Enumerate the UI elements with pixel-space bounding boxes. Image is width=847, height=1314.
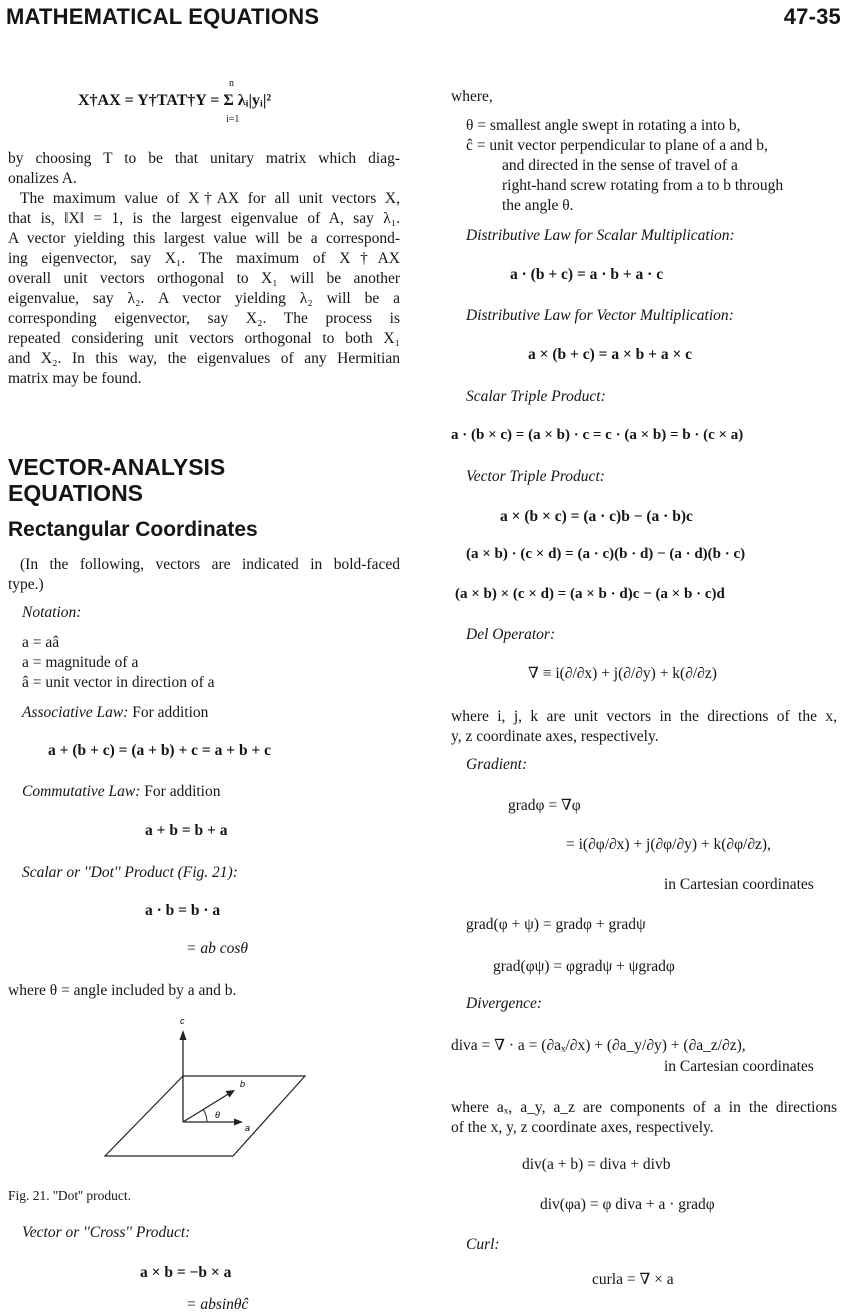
label-a: a: [245, 1123, 251, 1133]
distributive-vector-label: Distributive Law for Vector Multiplication:: [466, 307, 734, 324]
paragraph-line: by choosing T to be that unitary matrix which diag-: [8, 150, 400, 167]
vector-triple-equation: a × (b × c) = (a · c)b − (a · b)c: [500, 508, 693, 525]
notation-line: â = unit vector in direction of a: [22, 674, 215, 691]
associative-law-suffix: For addition: [132, 704, 209, 721]
distributive-vector-equation: a × (b + c) = a × b + a × c: [528, 346, 693, 363]
paragraph-line: overall unit vectors orthogonal to X₁ will be another: [8, 270, 400, 287]
curl-equation: curla = ∇ × a: [592, 1271, 674, 1288]
commutative-law-suffix: For addition: [144, 783, 221, 800]
gradient-equation: gradφ = ∇φ: [508, 797, 581, 814]
definition-theta: θ = smallest angle swept in rotating a into b,: [466, 117, 741, 134]
section-title: VECTOR-ANALYSIS: [8, 454, 226, 480]
gradient-cartesian-note: in Cartesian coordinates: [664, 876, 814, 893]
notation-line: a = aâ: [22, 634, 60, 651]
associative-law-label: Associative Law:: [22, 704, 129, 721]
plane-parallelogram: [105, 1076, 305, 1156]
notation-label: Notation:: [22, 604, 82, 621]
subsection-title: Rectangular Coordinates: [8, 518, 258, 541]
cross-product-label: Vector or ''Cross'' Product:: [22, 1224, 191, 1241]
divergence-equation: diva = ∇ · a = (∂aₓ/∂x) + (∂a_y/∂y) + (∂a_z/∂z),: [451, 1037, 746, 1054]
scalar-triple-label: Scalar Triple Product:: [466, 388, 606, 405]
definition-c-line: right-hand screw rotating from a to b through: [502, 177, 784, 194]
definition-c-line: and directed in the sense of travel of a: [502, 157, 738, 174]
angle-arc: [203, 1109, 207, 1122]
vector-a-arrowhead: [234, 1119, 243, 1126]
gradient-label: Gradient:: [466, 756, 528, 773]
dot-product-equation: a · b = b · a: [145, 902, 221, 919]
commutative-law-equation: a + b = b + a: [145, 822, 228, 839]
dot-product-figure: [95, 1010, 315, 1170]
intro-line: (In the following, vectors are indicated in bold-faced: [20, 556, 400, 573]
definition-c-line: the angle θ.: [502, 197, 574, 214]
paragraph-line: The maximum value of X†AX for all unit vectors X,: [20, 190, 400, 207]
cross-product-equation: a × b = −b × a: [140, 1264, 232, 1281]
vector-triple-equation-2: (a × b) · (c × d) = (a · c)(b · d) − (a · d)(b · c): [466, 546, 746, 562]
vector-b-arrowhead: [226, 1090, 236, 1098]
commutative-law-label: Commutative Law:: [22, 783, 141, 800]
running-header-title: MATHEMATICAL EQUATIONS: [6, 4, 320, 29]
definition-c: ĉ = unit vector perpendicular to plane of a and b,: [466, 137, 768, 154]
dot-product-where: where θ = angle included by a and b.: [8, 982, 237, 999]
paragraph-line: A vector yielding this largest value will be a correspond-: [8, 230, 400, 247]
paragraph-line: ing eigenvector, say X₁. The maximum of X†AX: [8, 250, 400, 267]
cross-product-equation-2: = absinθĉ: [186, 1296, 249, 1313]
paragraph-line: corresponding eigenvector, say X₂. The process is: [8, 310, 400, 327]
vector-triple-equation-3: (a × b) × (c × d) = (a × b · d)c − (a × b · c)d: [455, 586, 725, 602]
where-label: where,: [451, 88, 493, 105]
paragraph-line: eigenvalue, say λ₂. A vector yielding λ₂ will be a: [8, 290, 400, 307]
paragraph-line: onalizes A.: [8, 170, 77, 187]
distributive-scalar-label: Distributive Law for Scalar Multiplication:: [466, 227, 735, 244]
associative-law-line: [22, 704, 208, 722]
commutative-law-line: [22, 783, 221, 801]
associative-law-equation: a + (b + c) = (a + b) + c = a + b + c: [48, 742, 272, 759]
gradient-equation-2: = i(∂φ/∂x) + j(∂φ/∂y) + k(∂φ/∂z),: [566, 836, 771, 853]
paragraph-line: matrix may be found.: [8, 370, 142, 387]
gradient-equation-4: grad(φψ) = φgradψ + ψgradφ: [493, 958, 675, 975]
label-c: c: [180, 1016, 185, 1026]
section-title-line2: EQUATIONS: [8, 480, 144, 506]
del-text-line: y, z coordinate axes, respectively.: [451, 728, 659, 745]
divergence-equation-2: div(a + b) = diva + divb: [522, 1156, 671, 1173]
divergence-cartesian-note: in Cartesian coordinates: [664, 1058, 814, 1075]
vector-triple-label: Vector Triple Product:: [466, 468, 605, 485]
label-theta: θ: [215, 1110, 220, 1120]
dot-product-label: Scalar or ''Dot'' Product (Fig. 21):: [22, 864, 238, 881]
notation-line: a = magnitude of a: [22, 654, 139, 671]
sum-lower-limit: i=1: [226, 114, 240, 125]
intro-line: type.): [8, 576, 44, 593]
vector-c-arrowhead: [180, 1030, 187, 1040]
del-operator-label: Del Operator:: [466, 626, 556, 643]
scalar-triple-equation: a · (b × c) = (a × b) · c = c · (a × b) = b · (c × a): [451, 427, 744, 443]
distributive-scalar-equation: a · (b + c) = a · b + a · c: [510, 266, 664, 283]
dot-product-equation-2: = ab cosθ: [186, 940, 248, 957]
divergence-text-line: of the x, y, z coordinate axes, respectively.: [451, 1119, 714, 1136]
divergence-text-line: where aₓ, a_y, a_z are components of a in the directions: [451, 1099, 837, 1116]
label-b: b: [240, 1079, 246, 1089]
curl-label: Curl:: [466, 1236, 500, 1253]
page-number: 47-35: [783, 4, 841, 29]
gradient-equation-3: grad(φ + ψ) = gradφ + gradψ: [466, 916, 646, 933]
figure-caption: Fig. 21. ''Dot'' product.: [8, 1188, 131, 1203]
del-operator-equation: ∇ ≡ i(∂/∂x) + j(∂/∂y) + k(∂/∂z): [528, 665, 717, 682]
divergence-label: Divergence:: [466, 995, 543, 1012]
paragraph-line: repeated considering unit vectors orthogonal to both X₁: [8, 330, 400, 347]
sum-upper-limit: n: [229, 78, 234, 89]
del-text-line: where i, j, k are unit vectors in the directions of the x,: [451, 708, 837, 725]
divergence-equation-3: div(φa) = φ diva + a · gradφ: [540, 1196, 715, 1213]
hermitian-form-equation: X†AX = Y†TAT†Y = Σ λᵢ|yᵢ|²: [78, 92, 272, 109]
paragraph-line: that is, ‖X‖ = 1, is the largest eigenvalue of A, say λ₁.: [8, 210, 400, 227]
paragraph-line: and X₂. In this way, the eigenvalues of any Hermitian: [8, 350, 400, 367]
